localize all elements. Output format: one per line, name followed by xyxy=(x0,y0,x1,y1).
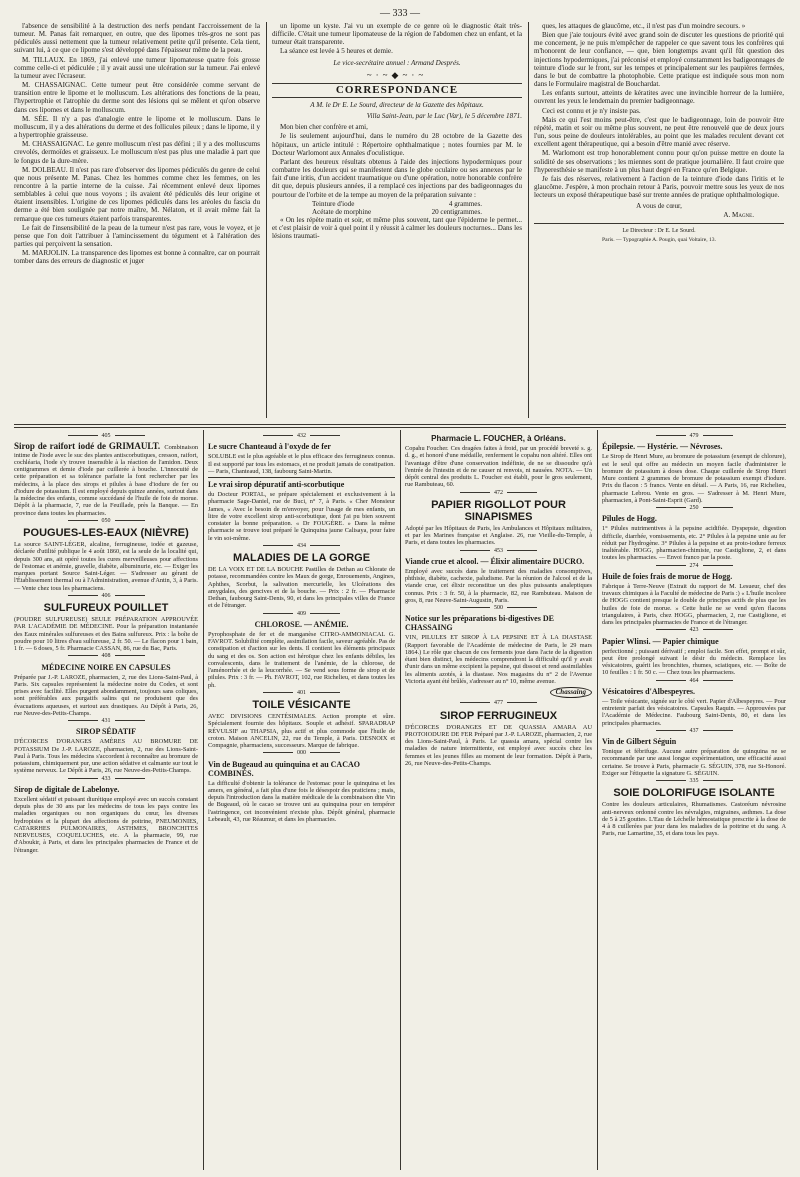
paragraph: Les enfants surtout, atteints de kératites avec une invincible horreur de la lumière, ouvrent les yeux le lendemain du premier badigeonnage. xyxy=(534,89,784,106)
ad-text: AVEC DIVISIONS CENTÉSIMALES. Action prompte et sûre. Spécialement fournie des hôpitaux. Souple et adhésif. SPARADRAP RÉVULSIF au THAPSIA, plus actif et plus commode que l'huile de croton. Maison ANCELIN, 22, rue du Temple, à Paris. DESNOIX et Compagnie, pharmaciens, successeurs. Marque de fabrique. xyxy=(208,713,395,749)
ad-number: 431 xyxy=(101,718,111,724)
ad-number: 335 xyxy=(689,778,699,784)
paragraph: Parlant des heureux résultats obtenus à l'aide des injections hypodermiques pour combattre les douleurs qui se manifestent dans le globe oculaire ou ses annexes par le fait d'une iritis, d'un accident traumatique ou d'une opération, notre honorable confrère dit que, depuis plusieurs années, il a remplacé ces injections par des badigeonnages du pourtour de l'orbite et de la tempe au moyen de la préparation suivante : xyxy=(272,157,522,199)
letter-dateline: Villa Saint-Jean, par le Luc (Var), le 5 décembre 1871. xyxy=(366,112,522,121)
ad-text: La difficulté d'obtenir la tolérance de l'estomac pour le quinquina et les amers, en général, a fait plus d'une fois le désespoir des praticiens ; mais, depuis l'introduction dans la matière médicale de la combinaison dite Vin de Bugeaud, où le cacao se trouve uni au quinquina pour en tempérer l'astringence, cet inconvénient n'existe plus. Dépôt général, pharmacie Lebeault, 43, rue Réaumur, et dans les pharmacies. xyxy=(208,779,395,823)
letter-address: A M. le Dr E. Le Sourd, directeur de la Gazette des hôpitaux. xyxy=(310,100,484,109)
ad-number: 453 xyxy=(494,547,503,554)
page-number: — 333 — xyxy=(380,8,420,19)
ad-number: 274 xyxy=(689,562,699,569)
ad-title: Vin de Gilbert Séguin xyxy=(602,737,677,746)
ad-text: (POUDRE SULFUREUSE) SEULE PRÉPARATION APPROUVÉE PAR L'ACADÉMIE DE MÉDECINE. Pour la préparation instantanée des Eaux minérales sulfureuses et des Bains sulfureux. Prix : la boîte de poudre pour 10 litres d'eau sulfureuse, 2 fr. 50. — Le flacon pour 1 bain, 1 fr. — 6 doses, 5 fr. Pharmacie CASSAN, 86, rue du Bac, Paris. xyxy=(14,616,198,652)
column-rule xyxy=(203,430,204,1170)
ad-number: 409 xyxy=(297,610,306,617)
ad-title: Le sucre Chanteaud à l'oxyde de fer xyxy=(208,442,331,452)
ad-text: Employé avec succès dans le traitement des maladies consomptives, phthisie, diabète, cachexie, paludisme. Par la réunion de l'alcool et de la viande crue, cet élixir reconstitue un des plus puissants analeptiques connus. Prix : 3 fr. 50, à la pharmacie, 82, rue Rambuteau. Maison de gros, 8, rue Neuve-Saint-Augustin, Paris. xyxy=(405,567,592,604)
ad-text: Adopté par les Hôpitaux de Paris, les Ambulances et Hôpitaux militaires, et par les Marines française et Anglaise. 26, rue Vieille-du-Temple, à Paris, et dans toutes les pharmacies. xyxy=(405,524,592,547)
ad-number: 406 xyxy=(101,592,111,599)
ad-number: 405 xyxy=(101,433,111,439)
paragraph: ques, les attaques de glaucôme, etc., il n'est pas d'un moindre secours. » xyxy=(542,22,746,30)
ad-title: POUGUES-LES-EAUX (NIÈVRE) xyxy=(23,527,189,539)
ad-text: Contre les douleurs articulaires, Rhumatismes. Castoréum névrosine anti-nerveux ordonné contre les névralgies, migraines, asthmes. La dose de 5 à 25 gouttes. L'Eau de Léchelle hémostatique prescrite à la dose de 4 à 8 cuillerées par jour dans les maladies de la poitrine et du sang. A Paris, rue Lamartine, 35, et dans tous les pays. xyxy=(602,801,786,838)
ad-title: Vésicatoires d'Albespeyres. xyxy=(602,686,696,696)
ad-title: Épilepsie. — Hystérie. — Névroses. xyxy=(602,442,723,452)
paragraph: « On les répète matin et soir, et même plus souvent, tant que l'épiderme le permet... et c'est plaisir de voir à quel point il y réussit à calmer les douleurs nocturnes... Dans les lésions traumati- xyxy=(272,215,522,241)
ad-title: Sirop de digitale de Labelonye. xyxy=(14,784,120,794)
article-column-3 xyxy=(534,22,784,422)
ad-text: — Toile vésicante, signée sur le côté vert. Papier d'Albespeyres. — Pour entretenir parfait des vésicatoires. Capsules Raquin. — Approuvées par l'Académie de Médecine. Faubourg Saint-Denis, 80, et dans les principales pharmacies. xyxy=(602,697,786,727)
ad-title: SIROP FERRUGINEUX xyxy=(439,709,558,722)
column-rule xyxy=(597,430,598,1170)
ad-text: Excellent sédatif et puissant diurétique employé avec un succès constant depuis plus de 30 ans par les médecins de tous les pays contre les maladies organiques ou non organiques du cœur, les diverses hydropisies et la plupart des affections de poitrine, PNEUMONIES, CATARRHES PULMONAIRES, ASTHMES, BRONCHITES NERVEUSES, COQUELUCHES, etc. A la pharmacie, 99, rue d'Aboukir, à Paris, et dans les principales pharmacies de France et de l'étranger. xyxy=(14,795,198,854)
ad-number: 408 xyxy=(101,653,111,660)
paragraph: Ceci est connu et je n'y insiste pas. xyxy=(542,106,641,115)
prescription-ingredient: Acétate de morphine xyxy=(312,207,372,216)
ad-title: TOILE VÉSICANTE xyxy=(252,699,351,711)
ad-title: CHLOROSE. — ANÉMIE. xyxy=(254,619,349,629)
column-rule xyxy=(400,430,401,1170)
ad-text: VIN, PILULES ET SIROP À LA PEPSINE ET À LA DIASTASE (Rapport favorable de l'Académie de médecine de Paris, le 29 mars 1864.) Le rôle que chacun de ces ferments joue dans l'acte de la digestion étant bien distinct, les médecins comprendront la difficulté qu'il y avait d'unir dans un même excipient la pepsine, qui dissout et rend assimilables les aliments azotés, à la diastase. Nos magasins du n° 2 de l'Avenue Victoria ayant été brûlés, s'adresser au n° 10, même avenue. xyxy=(405,634,592,685)
paragraph: Le fait de l'insensibilité de la peau de la tumeur n'est pas rare, vous le voyez, et je pense que l'on doit l'attribuer à l'amincissement du tégument et à l'altération des parties qui perçoivent la sensation. xyxy=(14,223,260,249)
prescription-line xyxy=(272,208,522,216)
ad-title: Vin de Bugeaud au quinquina et au CACAO COMBINÉS. xyxy=(208,759,360,778)
paragraph: l'absence de sensibilité à la destruction des nerfs pendant l'accroissement de la tumeur. M. Panas fait remarquer, en outre, que des lipomes très-gros ne sont pas pédiculés aussi nettement que la tumeur relativement petite qu'il présente. Cela tient, suivant lui, à ce que ce lipome s'est développé dans l'épaisseur même de la peau. xyxy=(14,22,260,55)
section-rule xyxy=(14,424,786,425)
paragraph: M. MARJOLIN. La transparence des lipomes est bonne à connaître, car on pourrait tomber dans des erreurs de diagnostic et juger xyxy=(14,249,260,266)
ad-number: 500 xyxy=(494,605,503,611)
paragraph: un lipome un kyste. J'ai vu un exemple de ce genre où le diagnostic était très-difficile. C'était une tumeur lipomateuse de la région de l'abdomen chez un enfant, et la tumeur était transparente. xyxy=(272,22,522,47)
paragraph: Bien que j'aie toujours évité avec grand soin de discuter les questions de priorité qui me concernent, je ne puis m'empêcher de rappeler ce que savent tous les confrères qui m'honorent de leur confiance, — que, bien longtemps avant qu'il fût question des injections hypodermiques, j'ai préconisé et employé constamment les badigeonnages de teinture d'iode sur le front, sur les tempes et principalement sur les paupières fermées, dans le but de combattre la photophobie. Cette pratique est indiquée sous mon nom dans le Formulaire magistral de Bouchardat. xyxy=(534,31,784,89)
paragraph: M. CHASSAIGNAC. Cette tumeur peut être considérée comme servant de transition entre le lipome et le molluscum. Les altérations des fonctions de la peau, l'hypertrophie et l'atrophie du derme sont des lésions qui se mêlent et qu'on observe dans ces lipomes et dans le molluscum. xyxy=(14,81,260,114)
rule xyxy=(208,477,395,478)
ad-text: Le Sirop de Henri Mure, au bromure de potassium (exempt de chlorure), est le seul qui offre au médecin un moyen facile d'administrer le bromure de potassium à doses dose. Chaque cuillerée de Sirop Henri Mure contient 2 grammes de bromure de potassium exempt d'iodure. Prix du flacon : 5 francs. Vente en détail. — A Paris, 16, rue Richelieu, pharmacie Lebrou. Vente en gros. — S'adresser à M. Henri Mure, pharmacien, à Pont-Saint-Esprit (Gard). xyxy=(602,453,786,504)
advertisement xyxy=(14,441,198,517)
prescription-quantity: 4 grammes. xyxy=(448,199,482,208)
ad-title: Le vrai sirop dépuratif anti-scorbutique xyxy=(208,480,345,489)
ad-text: Pyrophosphate de fer et de manganèse CITRO-AMMONIACAL G. FAVROT. Solubilité complète, assimilation facile, saveur agréable. Pas de constipation et d'action sur les dents. Il contient les éléments principaux du sang et des os. Son action est héroïque chez les enfants débiles, les convalescents, dans le traitement de l'anémie, de la chlorose, de l'aménorrhée et de la leucorrhée. — Se vend sous forme de sirop et de pilules. Prix : 3 fr. — Ph. FAVROT, 102, rue Richelieu, et dans toutes les ph. xyxy=(208,630,395,689)
ad-title: Papier Wlinsi. — Papier chimique xyxy=(602,636,719,646)
prescription-ingredient: Teinture d'iode xyxy=(312,199,355,208)
ads-column-4 xyxy=(602,432,786,1170)
paragraph: Je lis seulement aujourd'hui, dans le numéro du 28 octobre de la Gazette des hôpitaux, un article intitulé : Répertoire ophthalmatique ; notes fournies par M. le Docteur Warlomont aux Annales d'oculistique. xyxy=(272,132,522,157)
ad-number: 437 xyxy=(689,727,699,734)
ad-title: PAPIER RIGOLLOT POUR SINAPISMES xyxy=(431,498,566,523)
secretary-signature: Le vice-secrétaire annuel : Armand Després. xyxy=(333,58,461,67)
paragraph: La séance est levée à 5 heures et demie. xyxy=(280,47,393,56)
letter-closing: A vous de cœur, xyxy=(636,202,682,211)
ornament: ~·~◆~·~ xyxy=(366,69,428,80)
ad-number: 432 xyxy=(297,433,306,439)
ad-number: 472 xyxy=(494,489,503,496)
prescription-line xyxy=(272,200,522,208)
ad-number: 000 xyxy=(297,750,306,757)
ad-text: Fabrique à Terre-Neuve (Extrait du rapport de M. Lesueur, chef des travaux chimiques à la Faculté de médecine de Paris :) « L'huile incolore de HOGG contient presque le double de principes actifs de plus que les huiles de foie de morue. » Cette huile ne se vend qu'en flacons triangulaires, à Paris, chez HOGG, pharmacien, 2, rue Castiglione, et dans les principales pharmacies de France et de l'étranger. xyxy=(602,582,786,626)
ad-title: Sirop de raifort iodé de GRIMAULT. xyxy=(14,441,161,452)
seal-stamp: Chassaing xyxy=(550,687,592,698)
ad-text: Combinaison intime de l'iode avec le suc des plantes antiscorbutiques, cresson, raifort, cochléaria, l'iode s'y trouve insensible à la réaction de l'amidon. Deux centigrammes et demie d'iode par cuillerée à bouche. L'innocuité de cette préparation et sa tolérance parfaite la font rechercher par les médecins, à la place des sirops et pilules à base d'iodure de fer ou d'iodure de potassium. Il est employé depuis quinze années, surtout dans la médecine des enfants, comme succédané de l'huile de foie de morue. Dépôt à la pharmacie, 7, rue de la Feuillade, près la Banque. — En province dans toutes les pharmacies. xyxy=(14,444,198,517)
ad-title: MALADIES DE LA GORGE xyxy=(232,552,371,564)
ad-number: 050 xyxy=(101,517,111,524)
ad-number: 479 xyxy=(689,433,699,439)
ad-text: La source SAINT-LÉGER, alcaline, ferrugineuse, iodée et gazeuse, déclarée d'utilité publique le 4 août 1860, est la seule de la localité qui, depuis 300 ans, ait opéré toutes les cures merveilleuses pour affections de l'estomac et anémie, gravelle, diabète, albuminurie, etc. — Exiger les marques portant Source Saint-Léger. — S'adresser au gérant de l'Établissement thermal ou à l'Administration, avenue d'Antin, 3, à Paris. — Vente chez tous les pharmaciens. xyxy=(14,541,198,592)
ad-title: Huile de foies frais de morue de Hogg. xyxy=(602,571,733,581)
correspondence-heading: CORRESPONDANCE xyxy=(272,83,522,98)
column-rule xyxy=(528,22,529,418)
paragraph: M. Warlomont est trop honorablement connu pour qu'on puisse mettre en doute la solidité de ses observations ; les miennes sont de pratique journalière. Il faut croire que l'hyperesthésie se manifeste à un plus haut degré en France qu'en Belgique. xyxy=(534,149,784,174)
ad-number: 401 xyxy=(297,689,306,696)
ad-text: 1° Pilules nutrimentives à la pepsine acidifiée. Dyspepsie, digestion difficile, diarrhée, vomissements, etc. 2° Pilules à la pepsine unie au fer réduit par l'hydrogène. 3° Pilules à la pepsine et au proto-iodure ferreux inaltérable. HOGG, pharmacien-chimiste, rue Castiglione, 2, et dans toutes les pharmacies. — Envoi franco par la poste. xyxy=(602,525,786,562)
prescription-quantity: 20 centigrammes. xyxy=(431,207,482,216)
ad-title: Pharmacie L. FOUCHER, à Orléans. xyxy=(431,434,566,443)
ad-title: SIROP SÉDATIF xyxy=(75,727,137,737)
ad-text: DE LA VOIX ET DE LA BOUCHE Pastilles de Dethan au Chlorate de potasse, recommandées contre les Maux de gorge, Enrouements, Angines, Aphthes, Scorbut, la salivation mercurielle, les Ulcérations des amygdales, des gencives et de la bouche. — Prix : 2 fr. — Pharmacie Dethan, faubourg Saint-Denis, 90, et dans les principales villes de France et de l'étranger. xyxy=(208,566,395,610)
ad-number: 433 xyxy=(101,775,111,782)
ad-title: SULFUREUX POUILLET xyxy=(43,602,169,614)
column-rule xyxy=(266,22,267,418)
ad-number: 434 xyxy=(297,542,306,549)
ad-number: 250 xyxy=(689,505,699,511)
ad-text: Préparée par J.-P. LAROZE, pharmacien, 2, rue des Lions-Saint-Paul, à Paris. Six capsules représentent la médecine noire du Codex, et sont prises avec facilité. Elles purgent abondamment, toujours sans coliques, sont préférables aux purgatifs salins qui ne produisent que des évacuations aqueuses, et surtout aux drastiques. Au Dépôt à Paris, 26, rue Neuve-des-Petits-Champs. xyxy=(14,673,198,717)
paragraph: M. SÉE. Il n'y a pas d'analogie entre le lipome et le molluscum. Dans le molluscum, il y a des altérations du derme et des follicules pileux ; dans le lipome, il y a hypertrophie graisseuse. xyxy=(14,114,260,140)
ad-title: MÉDECINE NOIRE EN CAPSULES xyxy=(41,662,171,672)
letter-salutation: Mon bien cher confrère et ami, xyxy=(280,123,368,132)
rule xyxy=(534,223,784,224)
printer-line: Paris. — Typographie A. Pougin, quai Voltaire, 13. xyxy=(602,236,716,243)
ad-text: D'ÉCORCES D'ORANGES ET DE QUASSIA AMARA AU PROTOIODURE DE FER Préparé par J.-P. LAROZE, pharmacien, 2, rue des Lions-Saint-Paul, à Paris. Le quassia amara, spécial contre les maladies de nature intermittente, est employé avec succès chez les femmes et les jeunes filles au moment de leur formation. Dépôt à Paris, 26, rue Neuve-des-Petits-Champs. xyxy=(405,723,592,767)
paragraph: M. DOLBEAU. Il n'est pas rare d'observer des lipomes pédiculés du genre de celui que nous présente M. Panas. Chez les hommes comme chez les femmes, on les rencontre à la partie interne de la cuisse. J'ai récemment enlevé deux lipomes semblables à celui que nous voyons ; ils avaient été pédiculés dès leur origine et étaient insensibles. L'origine de ces lipomes pédiculés dans les aréoles du fascia du derme a été bien soulignée par notre maître, M. Nélaton, et il avait même fait la remarque que ces tumeurs étaient parfois transparentes. xyxy=(14,165,260,223)
ad-number: 464 xyxy=(689,677,699,684)
ad-text: perfectionné ; puissant dérivatif ; emploi facile. Son effet, prompt et sûr, peut être prolongé suivant le désir du médecin. Remplace les vésicatoires, guérit les bronchites, rhumes, sciatiques, etc. — Boîte de 10 feuilles : 1 fr. 50 c. — Chez tous les pharmaciens. xyxy=(602,647,786,677)
ad-number: 477 xyxy=(494,700,503,707)
paragraph: M. TILLAUX. En 1869, j'ai enlevé une tumeur lipomateuse quatre fois grosse comme celle-ci et pédiculée ; il y avait aussi une ulcération sur la tumeur. J'ai enlevé la tumeur avec l'écraseur. xyxy=(14,55,260,80)
ad-title: Viande crue et alcool. — Élixir alimentaire DUCRO. xyxy=(405,556,585,566)
article-column-2 xyxy=(272,22,522,422)
ad-text: D'ÉCORCES D'ORANGES AMÈRES AU BROMURE DE POTASSIUM De J.-P. LAROZE, pharmacien, 2, rue des Lions-Saint-Paul à Paris. Tous les médecins s'accordent à reconnaître au bromure de potassium, chimiquement pur, une action sédative et calmante sur tout le système nerveux. Le Dépôt à Paris, 26, rue Neuve-des-Petits-Champs. xyxy=(14,738,198,775)
ad-text: SOLUBLE est le plus agréable et le plus efficace des ferrugineux connus. Il est supporté par tous les estomacs, et ne produit jamais de constipation. — Paris, Chanteaud, 138, faubourg Saint-Martin. xyxy=(208,453,395,475)
paragraph: M. CHASSAIGNAC. Le genre molluscum n'est pas défini ; il y a des molluscums crevolés, dermoïdes et graisseux. Le molluscum n'est pas plus une maladie à part que le fongus de la dure-mère. xyxy=(14,140,260,165)
section-rule xyxy=(14,427,786,428)
director-line: Le Directeur : Dr E. Le Sourd. xyxy=(622,227,696,234)
ad-title: Notice sur les préparations bi-digestives DE CHASSAING xyxy=(405,614,554,633)
ad-text: Copahu Foucher. Ces dragées faites à froid, par un procédé breveté s. g. d. g., et honoré d'une médaille, renferment le copahu non altéré. Elles ont l'avantage d'être d'une conservation indéfinie, de ne se dissoudre qu'à l'entrée de l'intestin et de ne causer ni renvois, ni nausées. NOTA. — Un dépôt central des produits L. Foucher est établi, pour le gros seulement, rue Rambuteau, 60. xyxy=(405,445,592,489)
ad-number: 423 xyxy=(689,627,699,634)
paragraph: Mais ce qui l'est moins peut-être, c'est que le badigeonnage, loin de pouvoir être répété, matin et soir ou même plus souvent, ne peut être renouvelé que de deux jours l'un, sous peine de douleurs intolérables, au point que les malades reculent devant cet excellent agent thérapeutique, qui a besoin d'être manié avec réserve. xyxy=(534,115,784,149)
ad-title: SOIE DOLORIFUGE ISOLANTE xyxy=(613,787,775,800)
ads-column-1 xyxy=(14,432,198,1170)
letter-signature: A. Magne. xyxy=(723,211,754,220)
ad-title: Pilules de Hogg. xyxy=(602,514,657,524)
article-column-1 xyxy=(14,22,260,422)
ads-column-2 xyxy=(208,432,395,1170)
ad-text: Tonique et fébrifuge. Aucune autre préparation de quinquina ne se recommande par une aussi longue expérimentation, une efficacité aussi certaine. Se trouve à Paris, pharmacie G. SÉGUIN, 378, rue St-Honoré. Exiger sur l'étiquette la signature G. SÉGUIN. xyxy=(602,748,786,777)
paragraph: Je fais des réserves, relativement à l'action de la teinture d'iode dans l'iritis et le glaucôme. J'espère, à mon prochain retour à Paris, pouvoir mettre sous les yeux de nos lecteurs un exposé thérapeutique basé sur trente années de pratique ophthalmologique. xyxy=(534,174,784,200)
ads-column-3 xyxy=(405,432,592,1170)
ad-text: du Docteur PORTAL, se prépare spécialement et exclusivement à la pharmacie Sage-Daniel, rue de Buci, n° 7, à Paris. « Cher Monsieur James, « Avec le besoin de m'envoyer, pour l'usage de mes enfants, un litre de votre excellent sirop anti-scorbutique, dont j'ai pu bien souvent constater la bonne préparation. « Dr FOUGÈRE. » Dans la même pharmacie se trouve tout préparé le Quinquina jaune Calisaya, pour faire le vin soi-même. xyxy=(208,491,395,542)
